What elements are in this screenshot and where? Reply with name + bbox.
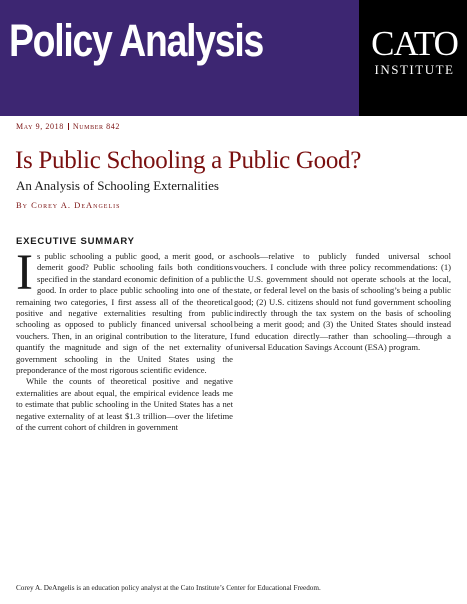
summary-column-right (234, 251, 451, 354)
drop-cap: I (16, 245, 33, 301)
logo-subtitle: INSTITUTE (374, 62, 455, 77)
section-heading: EXECUTIVE SUMMARY (16, 236, 135, 247)
author-footnote: Corey A. DeAngelis is an education policy analyst at the Cato Institute’s Center for Educational Freedom. (16, 584, 321, 592)
series-title-panel (0, 0, 359, 116)
issue-number: Number 842 (72, 122, 120, 131)
paper-subtitle: An Analysis of Schooling Externalities (16, 178, 219, 193)
issue-meta (16, 122, 120, 131)
summary-paragraph-2: While the counts of theoretical positive and negative externalities are about equal, the empirical evidence leads me to estimate that public schooling in the United States has a net negative externality of at least $1.3 trillion—over the lifetime of the current cohort of children in government (16, 376, 233, 433)
paper-title: Is Public Schooling a Public Good? (15, 147, 362, 174)
meta-separator (68, 123, 69, 130)
summary-column-left (16, 245, 233, 434)
summary-paragraph-2-continued: schools—relative to publicly funded universal school vouchers. I conclude with three policy recommendations: (1) the U.S. government should not operate schools at the local, state, or federal level on the basis of schooling’s being a public good; (2) U.S. citizens should not fund government schooling indirectly through the tax system on the basis of schooling being a merit good; and (3) the United States should instead fund education directly—rather than schooling—through a universal Education Savings Account (ESA) program. (234, 251, 451, 353)
logo-name: CATO (371, 24, 458, 63)
cato-institute-logo (362, 26, 467, 76)
series-title: Policy Analysis (9, 15, 263, 66)
issue-date: May 9, 2018 (16, 122, 64, 131)
header-banner (0, 0, 467, 116)
summary-paragraph-1-text: s public schooling a public good, a merit good, or a demerit good? Public schooling fails both conditions specified in the standard economic definition of a public good. In order to place public schooling into one of the remaining two categories, I first assess all of the theoretical positive and negative externalities resulting from public schooling as opposed to publicly financed universal school vouchers. Then, in an original contribution to the literature, I quantify the magnitude and sign of the net externality of government schooling in the United States using the preponderance of the most rigorous scientific evidence. (16, 251, 233, 376)
summary-paragraph-1 (16, 245, 233, 376)
byline: By Corey A. DeAngelis (16, 200, 121, 210)
